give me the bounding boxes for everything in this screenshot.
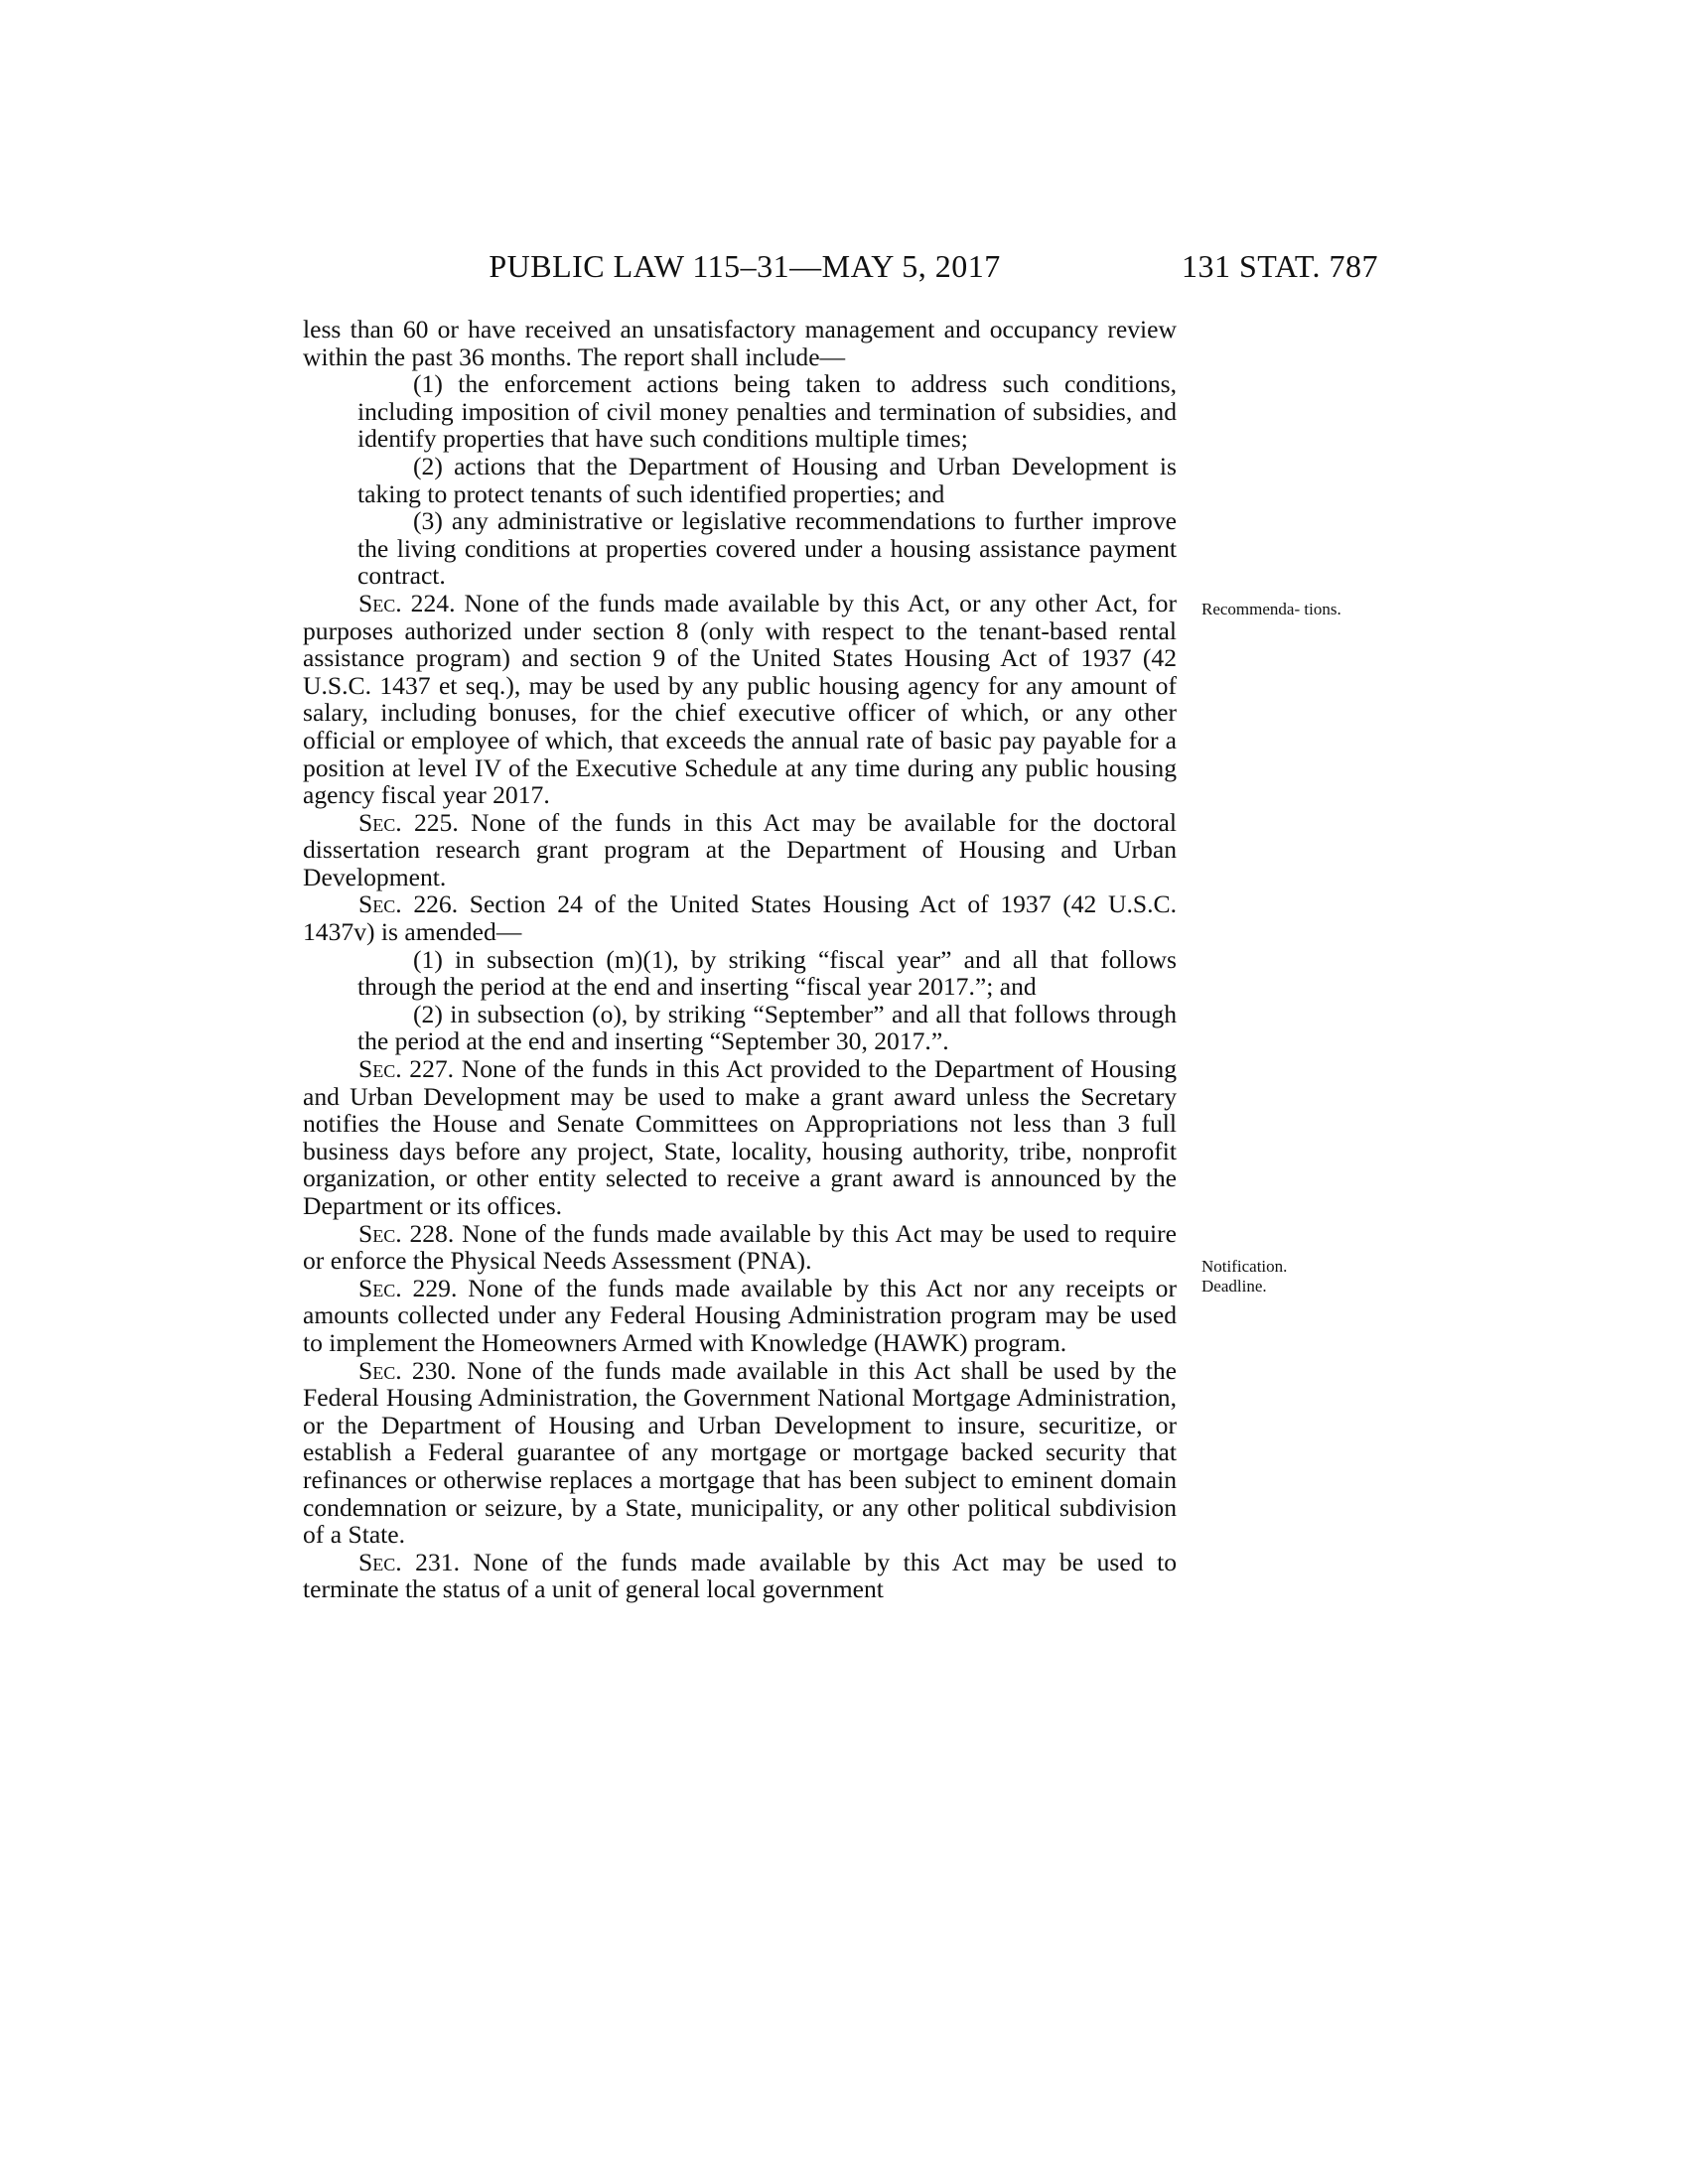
paragraph-item-3: (3) any administrative or legislative recommendations to further improve the living conditions at properties covered under a housing assistance payment contract.	[357, 506, 1177, 591]
statute-page-reference: 131 STAT. 787	[1181, 248, 1378, 284]
section-text: None of the funds in this Act may be available for the doctoral dissertation research grant program at the Department of Housing and Urban Development.	[303, 807, 1177, 891]
section-label: Sec. 227.	[358, 1054, 455, 1084]
statute-body	[303, 316, 1177, 1603]
section-label: Sec. 228.	[358, 1218, 455, 1248]
section-231	[303, 1549, 1177, 1603]
section-226-item-2: (2) in subsection (o), by striking “September” and all that follows through the period at the end and inserting “September 30, 2017.”.	[357, 999, 1177, 1056]
section-text: None of the funds made available by this Act, or any other Act, for purposes authorized under section 8 (only with respect to the tenant-based rental assistance program) and section 9 of the United States Housing Act of 1937 (42 U.S.C. 1437 et seq.), may be used by any public housing agency for any amount of salary, including bonuses, for the chief executive officer of which, or any other official or employee of which, that exceeds the annual rate of basic pay payable for a position at level IV of the Executive Schedule at any time during any public housing agency fiscal year 2017.	[303, 588, 1178, 810]
page-header	[0, 248, 1688, 292]
section-229	[303, 1275, 1177, 1357]
section-text: Section 24 of the United States Housing Act of 1937 (42 U.S.C. 1437v) is amended—	[303, 889, 1177, 947]
section-226-item-1: (1) in subsection (m)(1), by striking “fiscal year” and all that follows through the period at the end and inserting “fiscal year 2017.”; and	[357, 944, 1177, 1002]
running-head-title: PUBLIC LAW 115–31—MAY 5, 2017	[489, 248, 1001, 284]
section-label: Sec. 230.	[358, 1355, 457, 1385]
section-text: None of the funds made available in this Act shall be used by the Federal Housing Administration, the Government National Mortgage Administration, or the Department of Housing and Urban Development to insure, securitize, or establish a Federal guarantee of any mortgage or mortgage backed security that refinances or otherwise replaces a mortgage that has been subject to eminent domain condemnation or seizure, by a State, municipality, or any other political subdivision of a State.	[303, 1355, 1177, 1550]
section-text: None of the funds made available by this Act may be used to require or enforce the Physical Needs Assessment (PNA).	[303, 1218, 1178, 1276]
paragraph-item-1: (1) the enforcement actions being taken to address such conditions, including imposition of civil money penalties and termination of subsidies, and identify properties that have such conditions multiple times;	[357, 369, 1177, 454]
section-227	[303, 1055, 1177, 1220]
section-224	[303, 590, 1177, 809]
section-label: Sec. 226.	[358, 889, 459, 919]
section-label: Sec. 225.	[358, 807, 459, 837]
section-228	[303, 1220, 1177, 1275]
section-230	[303, 1357, 1177, 1549]
section-label: Sec. 229.	[358, 1273, 458, 1302]
section-text: None of the funds made available by this Act may be used to terminate the status of a unit of general local government	[303, 1547, 1177, 1604]
section-text: None of the funds in this Act provided to the Department of Housing and Urban Development may be used to make a grant award unless the Secretary notifies the House and Senate Committees on Appropriations not less than 3 full business days before any project, State, locality, housing authority, tribe, nonprofit organization, or other entity selected to receive a grant award is announced by the Department or its offices.	[303, 1054, 1178, 1220]
section-label: Sec. 224.	[358, 588, 456, 617]
margin-note-recommendations: Recommenda- tions.	[1201, 600, 1341, 618]
section-226	[303, 890, 1177, 945]
section-225	[303, 809, 1177, 891]
margin-note-notification-deadline: Notification. Deadline.	[1201, 1257, 1288, 1296]
section-text: None of the funds made available by this Act nor any receipts or amounts collected under any Federal Housing Administration program may be used to implement the Homeowners Armed with Knowledge (HAWK) program.	[303, 1273, 1177, 1357]
paragraph-item-2: (2) actions that the Department of Housing and Urban Development is taking to protect tenants of such identified properties; and	[357, 451, 1177, 508]
section-label: Sec. 231.	[358, 1547, 460, 1576]
paragraph-continuation: less than 60 or have received an unsatisfactory management and occupancy review within the past 36 months. The report shall include—	[303, 315, 1177, 371]
